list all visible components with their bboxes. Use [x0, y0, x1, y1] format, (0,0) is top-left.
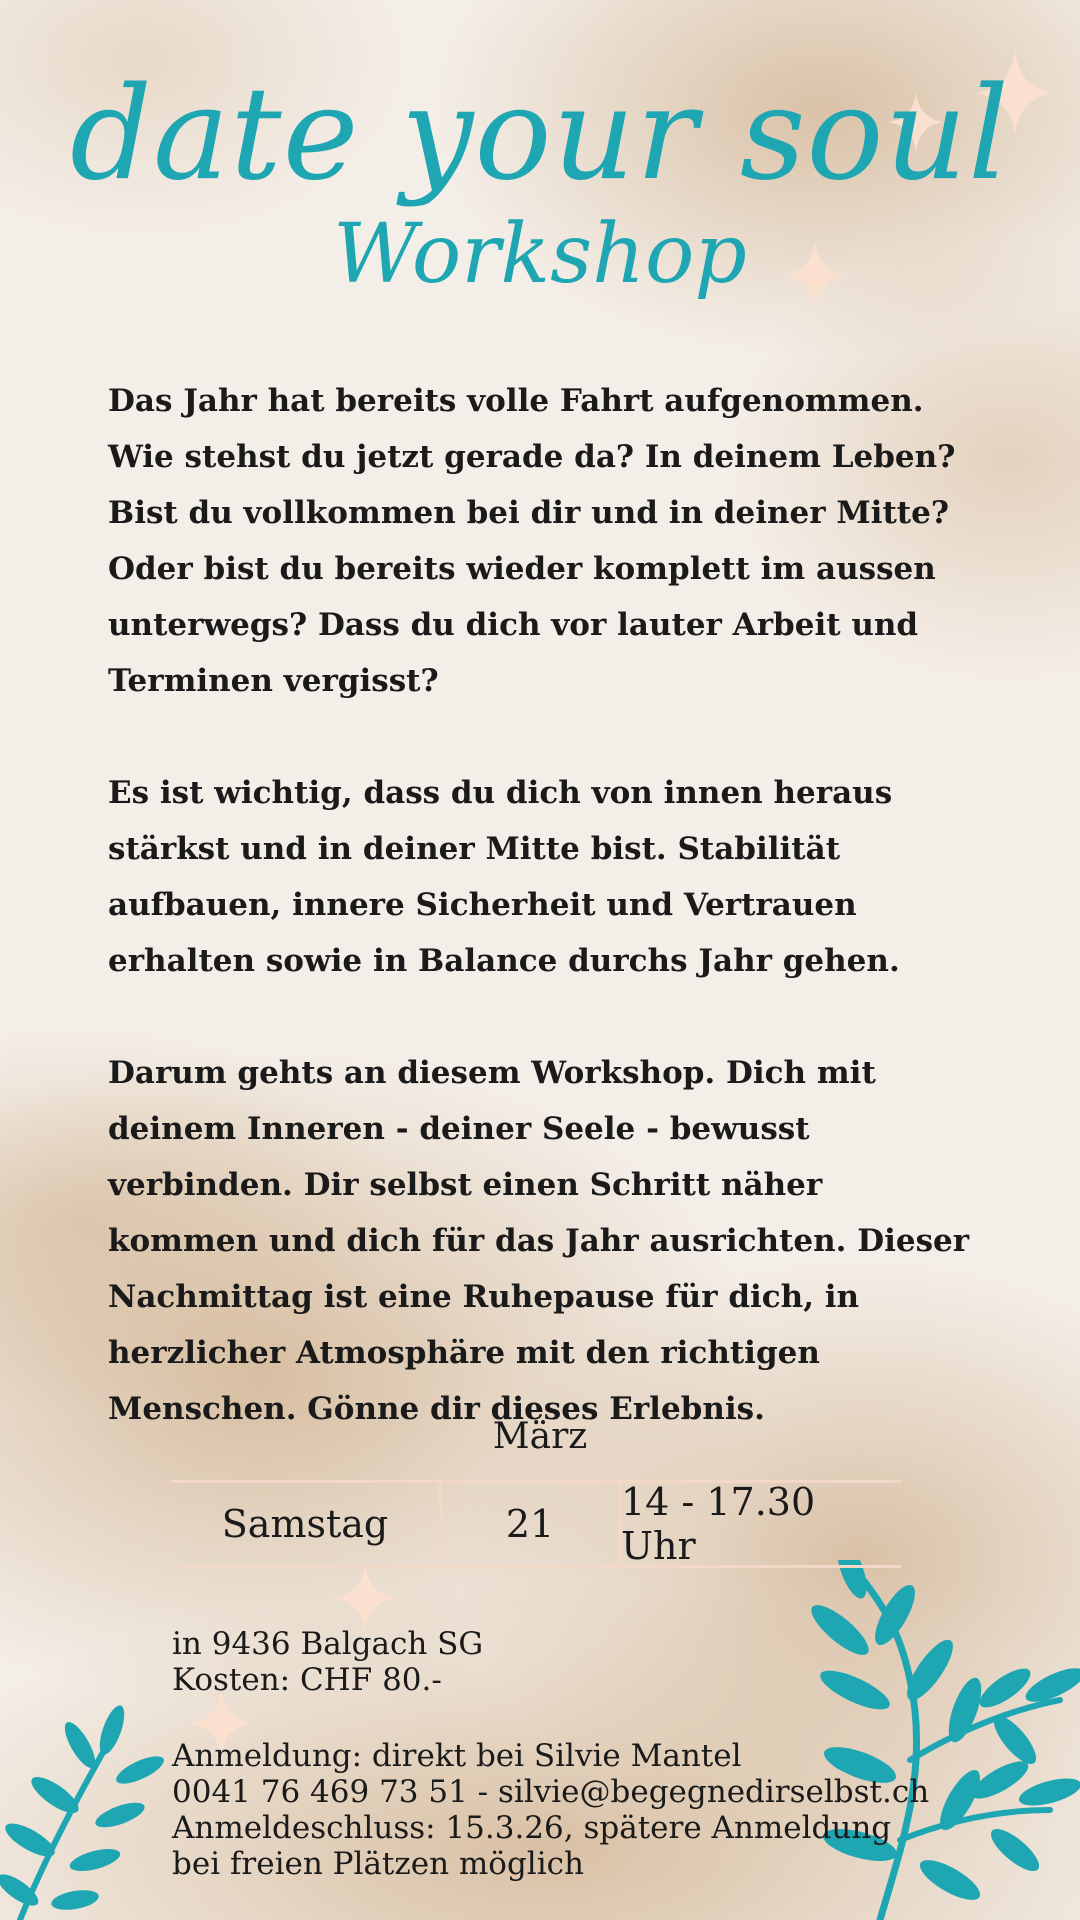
location-cost-block	[172, 1626, 932, 1698]
event-day: Samstag	[171, 1483, 442, 1565]
workshop-paragraph: Darum gehts an diesem Workshop. Dich mit deinem Inneren - deiner Seele - bewusst verbinden. Dir selbst einen Schritt näher kommen und dich für das Jahr ausrichten. Dieser Nachmittag ist eine Ruhepause für dich, in herzlicher Atmosphäre mit den richtigen Menschen. Gönne dir dieses Erlebnis.	[108, 1055, 970, 1427]
registration-block	[172, 1738, 932, 1882]
leaf-branch-icon	[0, 1700, 180, 1920]
deadline-line: Anmeldeschluss: 15.3.26, spätere Anmeldung	[172, 1810, 892, 1846]
flyer-subtitle: Workshop	[333, 207, 747, 302]
event-month: März	[492, 1416, 588, 1457]
importance-paragraph: Es ist wichtig, dass du dich von innen heraus stärkst und in deiner Mitte bist. Stabilität aufbauen, innere Sicherheit und Vertrauen erhalten sowie in Balance durchs Jahr gehen.	[108, 775, 900, 979]
event-date: 21	[442, 1483, 621, 1565]
contact-line: 0041 76 469 73 51 - silvie@begegnedirselbst.ch	[172, 1774, 930, 1810]
event-cost: Kosten: CHF 80.-	[172, 1662, 442, 1698]
event-location: in 9436 Balgach SG	[172, 1626, 484, 1662]
sparkle-star-icon	[332, 1563, 398, 1633]
deadline-note: bei freien Plätzen möglich	[172, 1846, 584, 1882]
registration-line: Anmeldung: direkt bei Silvie Mantel	[172, 1738, 742, 1774]
intro-paragraph: Das Jahr hat bereits volle Fahrt aufgenommen. Wie stehst du jetzt gerade da? In deinem Leben? Bist du vollkommen bei dir und in deiner Mitte? Oder bist du bereits wieder komplett im aussen unterwegs? Dass du dich vor lauter Arbeit und Terminen vergisst?	[108, 383, 956, 699]
flyer-title: date your soul	[70, 60, 1010, 209]
event-time: 14 - 17.30 Uhr	[621, 1480, 816, 1568]
event-schedule-table	[171, 1480, 901, 1568]
